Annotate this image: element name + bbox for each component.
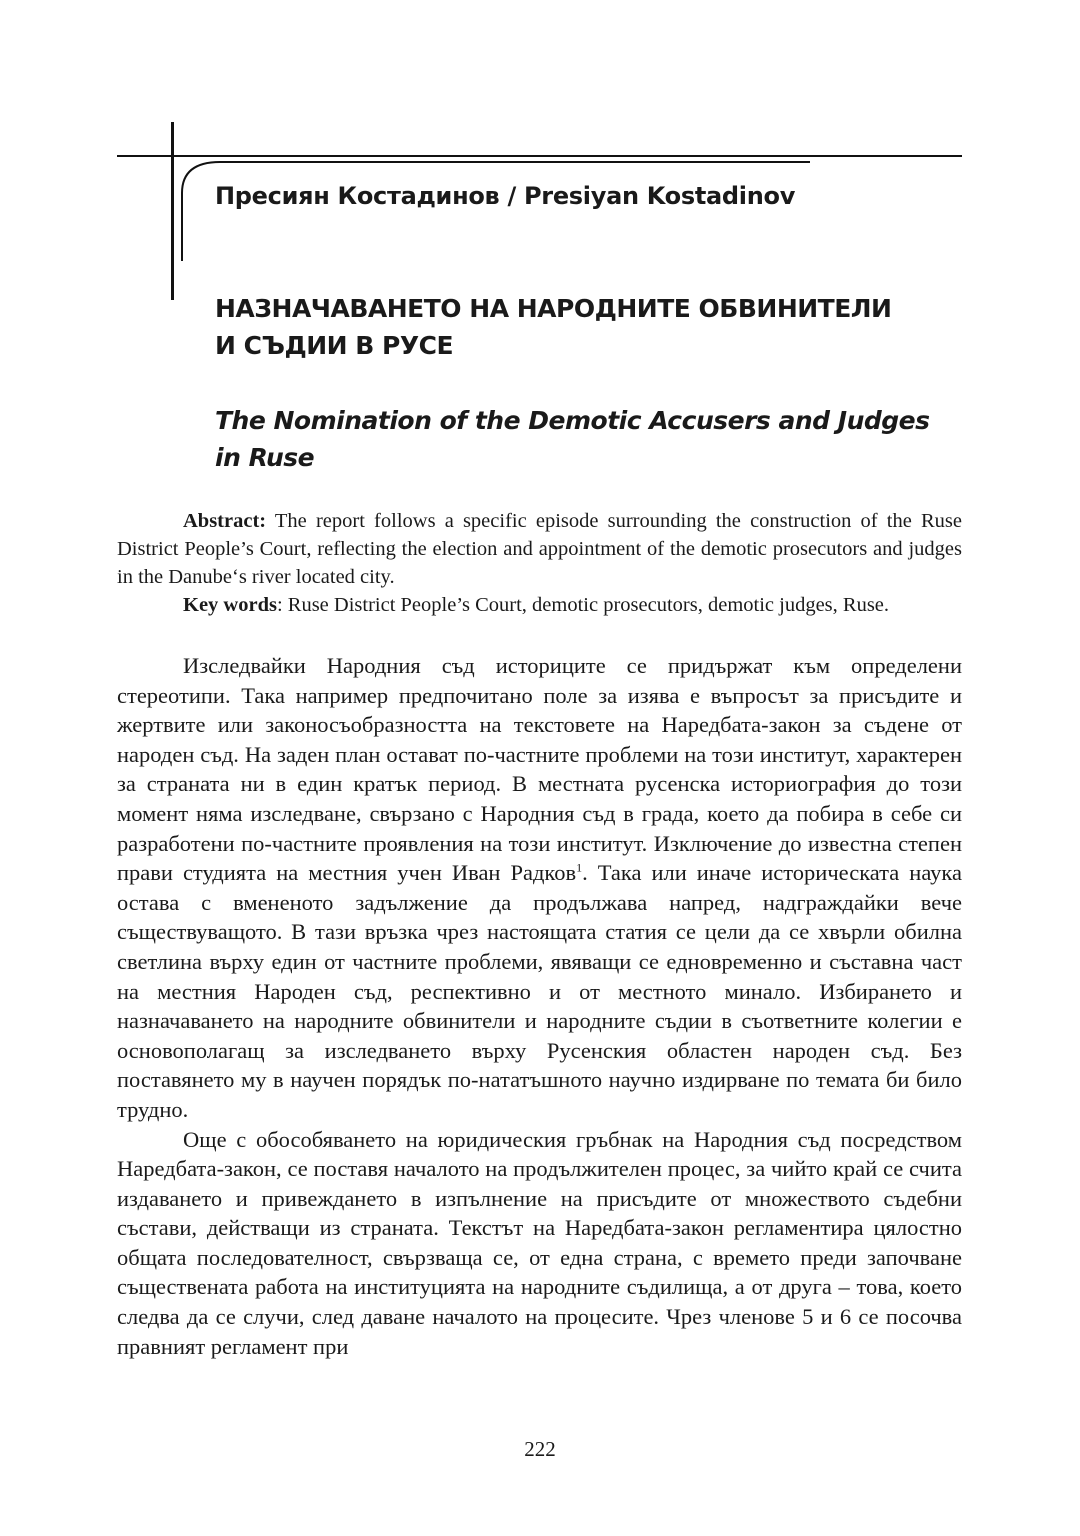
abstract-section: [117, 507, 962, 619]
abstract-paragraph: [117, 507, 962, 591]
header-curved-rule: [180, 159, 810, 261]
body-text: . Така или иначе историческата наука остава с вмененото задължение да продължава напред, надграждайки вече съществуващото. В тази връзка чрез настоящата статия се цели да се хвърли обилна светлина върху един от частните проблеми, явяващи се едновременно и съставна част на местния Народен съд, респективно и от местното минало. Избирането и назначаването на народните обвинители и народните съдии в съответните колегии е основополагащ за изследването върху Русенския областен народен съд. Без поставянето му в научен порядък по-нататъшното научно издирване по темата би било трудно.: [117, 860, 962, 1122]
page-number: 222: [524, 1437, 556, 1461]
author-name: Пресиян Костадинов / Presiyan Kostadinov: [215, 182, 796, 210]
article-title-english: [215, 402, 930, 476]
keywords-text: : Ruse District People’s Court, demotic prosecutors, demotic judges, Ruse.: [276, 594, 890, 616]
body-paragraph-1: [117, 651, 962, 1125]
title-en-line: in Ruse: [215, 443, 315, 472]
article-title-bulgarian: [215, 290, 915, 364]
header-vertical-rule: [171, 122, 174, 300]
keywords-label: Key words: [183, 594, 277, 616]
title-bg-line: И СЪДИИ В РУСЕ: [215, 331, 454, 360]
abstract-label: Abstract:: [183, 510, 267, 532]
title-en-line: The Nomination of the Demotic Accusers and Judges: [215, 406, 930, 435]
header-horizontal-rule: [117, 155, 962, 157]
abstract-text: The report follows a specific episode surrounding the construction of the Ruse District People’s Court, reflecting the election and appointment of the demotic prosecutors and judges in the Danube‘s river located city.: [117, 510, 962, 588]
body-paragraph-2: Още с обособяването на юридическия гръбнак на Народния съд посредством Наредбата-закон, се поставя началото на продължителен процес, за чийто край се счита издаването и привеждането в изпълнение на присъдите от множеството съдебни състави, действащи из страната. Текстът на Наредбата-закон регламентира цялостно общата последователност, свързваща се, от една страна, с времето преди започване съществената работа на институцията на народните съдилища, а от друга – това, което следва да се случи, след даване началото на процесите. Чрез членове 5 и 6 се посочва правният регламент при: [117, 1126, 962, 1359]
keywords-paragraph: [117, 591, 962, 619]
footnote-marker[interactable]: 1: [576, 860, 583, 875]
article-body: [117, 651, 962, 1361]
title-bg-line: НАЗНАЧАВАНЕТО НА НАРОДНИТЕ ОБВИНИТЕЛИ: [215, 294, 892, 323]
body-text: Изследвайки Народния съд историците се придържат към определени стереотипи. Така например предпочитано поле за изява е въпросът за присъдите и жертвите или законосъобразността на текстовете на Наредбата-закон за съдене от народен съд. На заден план остават по-частните проблеми на този институт, характерен за страната ни в един кратък период. В местната русенска историография до този момент няма изследване, свързано с Народния съд в града, което да побира в себе си разработени по-частните проявления на този институт. Изключение до известна степен прави студията на местния учен Иван Радков: [117, 653, 962, 886]
